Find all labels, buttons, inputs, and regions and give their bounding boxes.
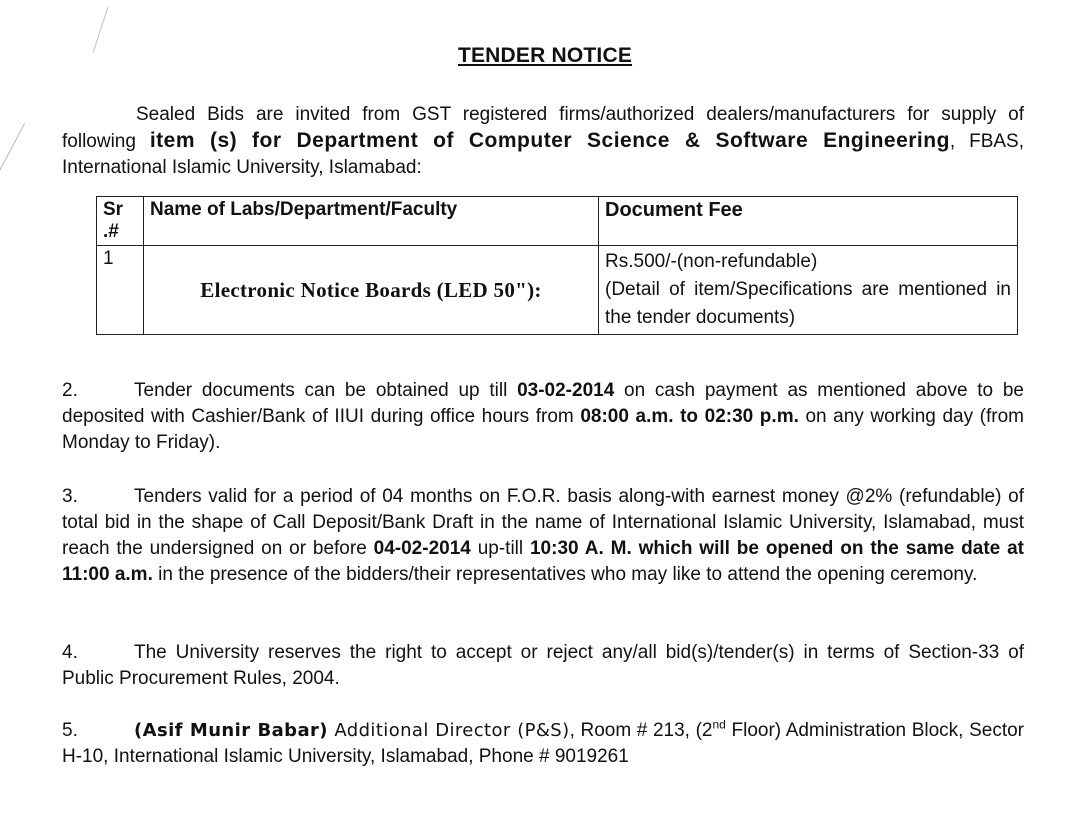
- p2-date: 03-02-2014: [517, 380, 615, 401]
- p5-text-2: Floor) Administration Block, Sector H-10, International Islamic University, Islamabad, Phone # 9019261: [62, 720, 1024, 767]
- p3-text-2: up-till: [470, 538, 530, 559]
- fee-detail: (Detail of item/Specifications are mentioned in the tender documents): [605, 279, 1011, 328]
- cell-item-name: Electronic Notice Boards (LED 50"):: [144, 246, 599, 335]
- intro-paragraph: [62, 102, 1024, 181]
- cell-sr: 1: [97, 246, 144, 335]
- p3-text-1: Tenders valid for a period of 04 months on F.O.R. basis along-with earnest money @2% (refundable) of total bid in the shape of Call Deposit/Bank Draft in the name of International Islamic University, Islamabad, must reach the undersigned on or before: [62, 486, 1024, 559]
- header-sr: Sr .#: [97, 197, 144, 246]
- items-table: [96, 196, 1018, 335]
- contact-name: (Asif Munir Babar): [134, 720, 328, 741]
- p5-text-1: , Room # 213, (2: [569, 720, 713, 741]
- table-row: [97, 246, 1018, 335]
- paragraph-number: 4.: [62, 642, 78, 663]
- cell-fee: [599, 246, 1018, 335]
- p5-sup: nd: [712, 717, 726, 732]
- page-title: TENDER NOTICE: [457, 44, 633, 67]
- p2-text-2: on cash payment as mentioned above to be deposited with Cashier/Bank of IIUI during office hours from: [62, 380, 1025, 427]
- header-name: Name of Labs/Department/Faculty: [144, 197, 599, 246]
- paragraph-5: [62, 718, 1024, 770]
- header-fee: Document Fee: [599, 197, 1018, 246]
- p2-hours: 08:00 a.m. to 02:30 p.m.: [580, 406, 799, 427]
- fee-amount: Rs.500/-(non-refundable): [605, 251, 818, 272]
- scan-mark: [0, 123, 25, 176]
- intro-text: Sealed Bids are invited from GST registered firms/authorized dealers/manufacturers for supply of following: [62, 104, 1024, 152]
- paragraph-number: 2.: [62, 380, 78, 401]
- p3-time: 10:30 A. M. which will be opened on the same date at 11:00 a.m.: [62, 538, 1024, 585]
- intro-text-end: , FBAS, International Islamic University, Islamabad:: [62, 131, 1024, 178]
- contact-title: Additional Director (P&S): [327, 720, 570, 741]
- paragraph-3: [62, 484, 1024, 588]
- p2-text-1: Tender documents can be obtained up till: [134, 380, 518, 401]
- paragraph-number: 5.: [62, 720, 78, 741]
- paragraph-2: [62, 378, 1024, 456]
- p3-date: 04-02-2014: [373, 538, 471, 559]
- paragraph-number: 3.: [62, 486, 78, 507]
- intro-bold: item (s) for Department of Computer Science & Software Engineering: [149, 129, 950, 152]
- table-header-row: [97, 197, 1018, 246]
- p3-text-3: in the presence of the bidders/their representatives who may like to attend the opening ceremony.: [152, 564, 978, 585]
- p4-text: The University reserves the right to accept or reject any/all bid(s)/tender(s) in terms of Section-33 of Public Procurement Rules, 2004.: [62, 642, 1024, 689]
- paragraph-4: [62, 640, 1024, 692]
- p2-text-3: on any working day (from Monday to Friday).: [62, 406, 1024, 453]
